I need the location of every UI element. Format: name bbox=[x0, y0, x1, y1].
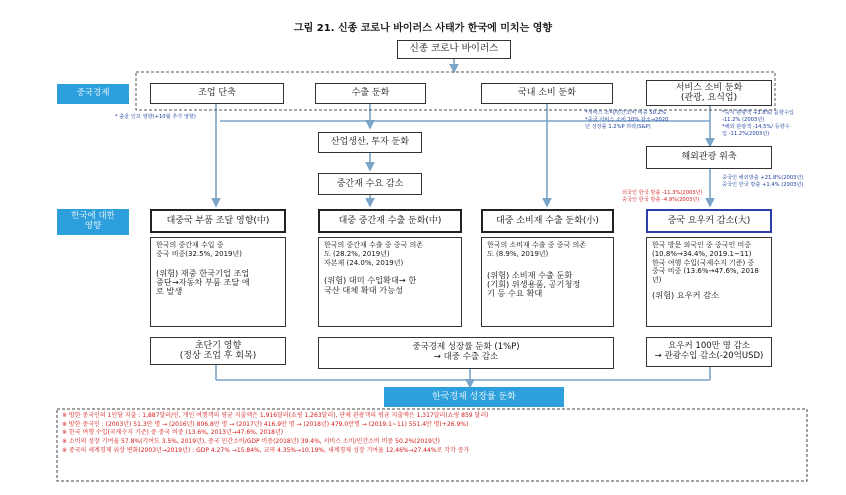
tourists-impact-box: 중국 요우커 감소(大) bbox=[646, 209, 772, 233]
footnotes bbox=[62, 412, 804, 455]
overseas-tourism-box: 해외관광 위축 bbox=[646, 146, 772, 169]
china-economy-label: 중국경제 bbox=[57, 84, 129, 104]
parts-detail-box: 한국의 중간재 수입 중 중국 비중(32.5%, 2019년) (위험) 재중 한국기업 조업 중단→자동차 부품 조달 애 로 발생 bbox=[150, 237, 286, 327]
production-investment-box: 산업생산, 투자 둔화 bbox=[318, 132, 422, 153]
intermediate-detail-box: 한국의 중간재 수출 중 중국 의존 도 (28.2%, 2019년) 자본재 (24.0%, 2019년) (위험) 대미 수입확대→ 한 국산 대체 확대 가능성 bbox=[318, 237, 462, 327]
tourism-note: 중국인 해외방출 +21.8%(2003년) 중국인 한국 방출 +1.4% (2003년) bbox=[722, 175, 804, 189]
footnote-3: ※ 한국 여행 수입(국제수지 기준) 중 중국 비중 (13.6%, 2013년→47.6%, 2018년) bbox=[62, 429, 284, 437]
footnote-1: ※ 방한 중국인의 1인당 지출 : 1,887달러/인, 개인 여행객의 평균 지출액은 1,916달러(쇼핑 1,263달러), 단체 관광객의 평균 지출액은 1,317달러(쇼핑 859 달러) bbox=[62, 412, 489, 419]
parts-impact-box: 대중국 부품 조달 영향(中) bbox=[150, 209, 286, 233]
footnote-4: ※ 소비의 성장 기여율 57.8%(기여도 3.5%, 2019년), 중국 민간소비/GDP 비중(2018년) 39.4%, 서비스 소비/민간소비 비중 50.2%(2019년) bbox=[62, 438, 440, 446]
service-note-right: *숙식 관광객 +3.8%/ 음향수입 -11.2% (2003년) *해외 관광객 -14.5%/ 등향수 입 -11.2%(2003년) bbox=[722, 110, 794, 138]
domestic-consumption-box: 국내 소비 둔화 bbox=[481, 83, 613, 104]
operation-stop-box: 조업 단축 bbox=[150, 83, 284, 104]
intermediate-demand-box: 중간재 수요 감소 bbox=[318, 173, 422, 195]
consumer-detail-box: 한국의 소비재 수출 중 중국 의존 도 (8.9%, 2019년) (위험) 소비재 수출 둔화 (기회) 위생용품, 공기청정 기 등 수요 확대 bbox=[481, 237, 614, 327]
footnote-2: ※ 방한 중국인 : (2003년) 51.3만 명 → (2016년) 806.8만 명 → (2017년) 416.9만 명 → (2018년) 479.0만명 → (2019.1~11) 551.4만 명(+26.9%) bbox=[62, 420, 469, 428]
service-consumption-box: 서비스 소비 둔화 (관광, 요식업) bbox=[646, 80, 772, 106]
tourists-detail-box: 한국 방문 외국인 중 중국인 비중 (10.8%→34.4%, 2019.1~11) 한국 여행 수입(국제수지 기준) 중 중국 비중 (13.6%→47.6%, 2018년) (위험) 요우커 감소 bbox=[646, 237, 772, 327]
export-slowdown-box: 수출 둔화 bbox=[315, 83, 426, 104]
figure-title: 그림 21. 신종 코로나 바이러스 사태가 한국에 미치는 영향 bbox=[293, 23, 553, 34]
footnote-5: ※ 중국의 세계경제 위상 변화(2003년→2019년) : GDP 4.27% →15.84%, 교역 4.35%→10.19%, 세계경제 성장 기여율 12.46%→27.44%로 각각 증가 bbox=[62, 446, 470, 454]
consumer-impact-box: 대중 소비재 수출 둔화(小) bbox=[481, 209, 614, 233]
export-note: * 출울 인프 영향(+10월 추가 영향) bbox=[115, 114, 196, 120]
korea-impact-label: 한국에 대한 영향 bbox=[57, 209, 129, 235]
growth-slow-box: 중국경제 성장률 둔화 (1%P) → 대중 수출 감소 bbox=[318, 337, 614, 369]
korea-growth-box: 한국경제 성장률 둔화 bbox=[384, 387, 564, 407]
intermediate-impact-box: 대중 중간재 수출 둔화(中) bbox=[318, 209, 462, 233]
short-term-box: 초단기 영향 (정상 조업 후 회복) bbox=[150, 337, 286, 365]
service-note-left: *서비스 소비/민간소비 비중 50.2% *중국 서비스 소비 10% 감소→2020 년 성장률 1.2%P 하락(S&P) bbox=[585, 110, 669, 131]
red-note: 외국인 한국 방출 -11.3%(2003년) 중국인 한국 방출 -4.9%(2003년) bbox=[622, 190, 703, 204]
coronavirus-box: 신종 코로나 바이러스 bbox=[397, 40, 511, 59]
tourist-loss-box: 요우커 100만 명 감소 → 관광수입 감소(-20억USD) bbox=[646, 337, 772, 367]
